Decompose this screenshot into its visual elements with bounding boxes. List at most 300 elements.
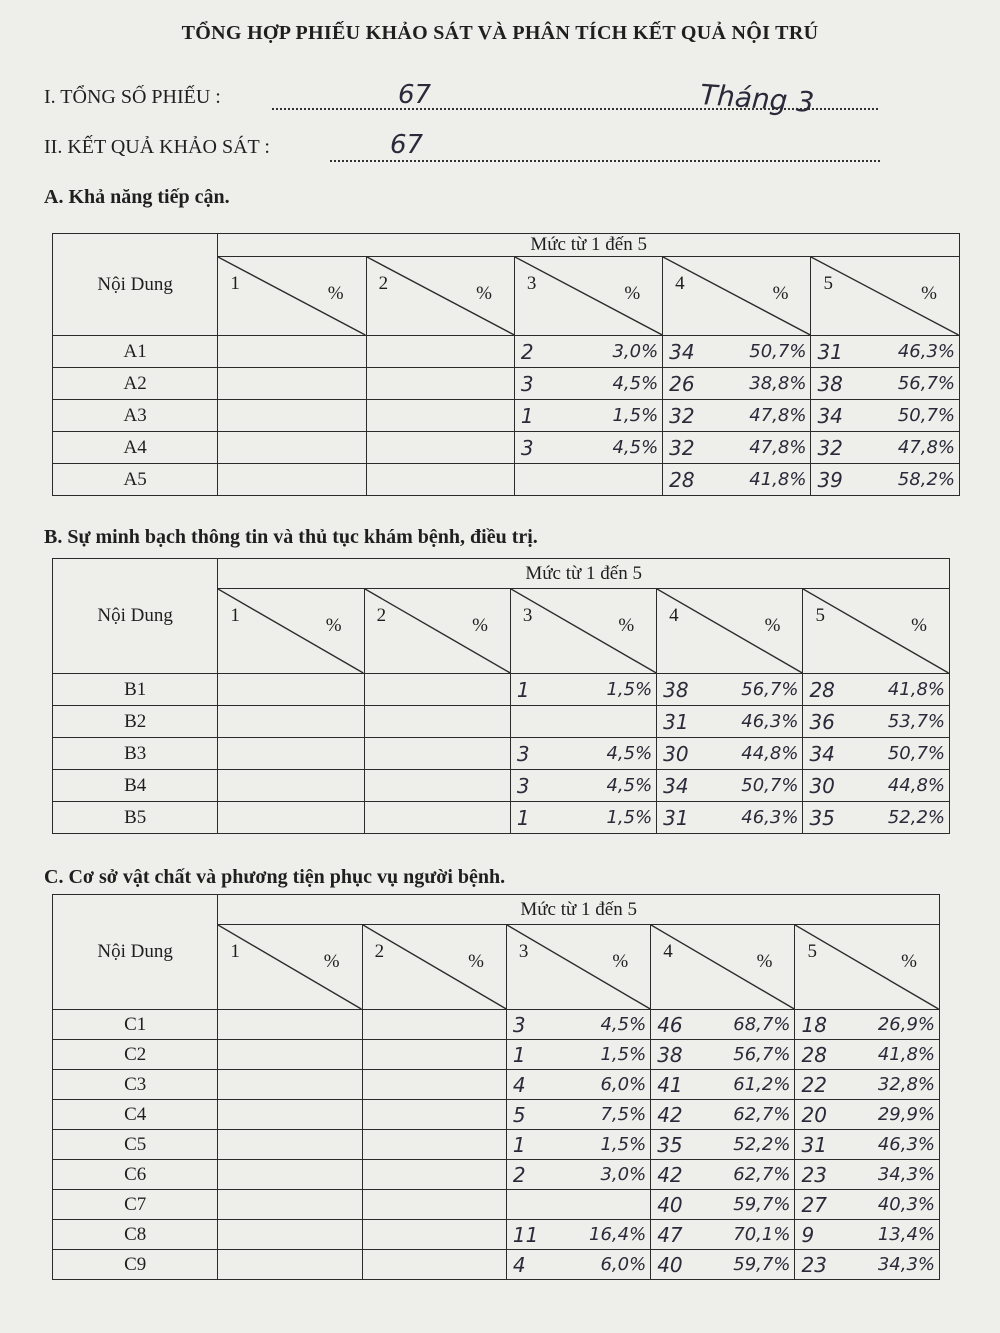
count-cell-level-4: 34 [663, 336, 737, 368]
percent-cell-level-5: 34,3% [867, 1160, 939, 1190]
count-cell-level-3 [514, 464, 588, 496]
table-row [53, 1010, 940, 1040]
count-cell-level-1 [218, 1100, 290, 1130]
percent-cell-level-4: 41,8% [737, 464, 811, 496]
percent-cell-level-2 [440, 368, 514, 400]
percent-cell-level-3: 6,0% [579, 1250, 651, 1280]
count-cell-level-1 [218, 464, 292, 496]
header-row [53, 559, 950, 589]
percent-cell-level-2 [434, 1220, 506, 1250]
count-cell-level-1 [218, 336, 292, 368]
count-cell-level-1 [218, 432, 292, 464]
level-header-1 [218, 257, 366, 336]
page-title: TỔNG HỢP PHIẾU KHẢO SÁT VÀ PHÂN TÍCH KẾT QUẢ NỘI TRÚ [181, 22, 819, 44]
percent-cell-level-3: 16,4% [579, 1220, 651, 1250]
count-cell-level-2 [362, 1190, 434, 1220]
count-cell-level-2 [366, 464, 440, 496]
month-note: Tháng 3 [698, 78, 816, 119]
count-cell-level-5: 34 [803, 738, 876, 770]
percent-cell-level-2 [437, 770, 510, 802]
table-row [53, 432, 960, 464]
count-cell-level-3: 1 [506, 1130, 578, 1160]
count-cell-level-2 [362, 1100, 434, 1130]
percent-symbol: % [624, 283, 641, 304]
level-header-5 [811, 257, 960, 336]
count-cell-level-4: 32 [663, 432, 737, 464]
table-row [53, 706, 950, 738]
table-row [53, 1190, 940, 1220]
level-header-4 [657, 589, 803, 674]
percent-cell-level-3: 6,0% [579, 1070, 651, 1100]
count-cell-level-1 [218, 1160, 290, 1190]
percent-cell-level-5: 40,3% [867, 1190, 939, 1220]
percent-cell-level-1 [290, 1040, 362, 1070]
diagonal-divider [803, 589, 949, 673]
count-cell-level-2 [362, 1070, 434, 1100]
percent-cell-level-2 [437, 674, 510, 706]
percent-cell-level-4: 44,8% [730, 738, 803, 770]
count-cell-level-1 [218, 1010, 290, 1040]
percent-symbol: % [921, 283, 937, 304]
percent-cell-level-5: 13,4% [867, 1220, 939, 1250]
percent-cell-level-4: 68,7% [723, 1010, 795, 1040]
percent-cell-level-5: 34,3% [867, 1250, 939, 1280]
level-header-3 [510, 589, 656, 674]
percent-cell-level-2 [440, 464, 514, 496]
count-cell-level-3: 3 [514, 432, 588, 464]
scale-header: Mức từ 1 đến 5 [218, 234, 960, 257]
table-row [53, 1220, 940, 1250]
percent-cell-level-3: 1,5% [584, 674, 657, 706]
percent-cell-level-3: 4,5% [579, 1010, 651, 1040]
level-header-3 [506, 925, 650, 1010]
table-row [53, 1130, 940, 1160]
percent-cell-level-3: 3,0% [589, 336, 663, 368]
percent-cell-level-1 [290, 1070, 362, 1100]
count-cell-level-4: 40 [651, 1190, 723, 1220]
count-cell-level-2 [362, 1220, 434, 1250]
count-cell-level-1 [218, 1040, 290, 1070]
count-cell-level-2 [366, 432, 440, 464]
row-label: C6 [53, 1160, 218, 1190]
percent-symbol: % [756, 951, 773, 972]
count-cell-level-3: 1 [510, 674, 583, 706]
percent-cell-level-4: 46,3% [730, 706, 803, 738]
percent-cell-level-4: 46,3% [730, 802, 803, 834]
count-cell-level-2 [362, 1160, 434, 1190]
count-cell-level-4: 46 [651, 1010, 723, 1040]
percent-cell-level-4: 59,7% [723, 1250, 795, 1280]
count-cell-level-5: 35 [803, 802, 876, 834]
count-cell-level-2 [366, 400, 440, 432]
percent-cell-level-2 [437, 738, 510, 770]
percent-symbol: % [323, 951, 340, 972]
percent-cell-level-1 [292, 400, 366, 432]
row-label: B2 [53, 706, 218, 738]
percent-symbol: % [618, 615, 635, 636]
percent-cell-level-3 [589, 464, 663, 496]
count-cell-level-4: 40 [651, 1250, 723, 1280]
count-cell-level-3: 5 [506, 1100, 578, 1130]
percent-cell-level-2 [440, 400, 514, 432]
percent-cell-level-5: 32,8% [867, 1070, 939, 1100]
table-row [53, 336, 960, 368]
percent-cell-level-2 [434, 1040, 506, 1070]
count-cell-level-2 [364, 674, 437, 706]
table-row [53, 802, 950, 834]
level-header-4 [651, 925, 795, 1010]
row-label: A4 [53, 432, 218, 464]
count-cell-level-5: 28 [803, 674, 876, 706]
count-cell-level-5: 39 [811, 464, 885, 496]
row-label: C1 [53, 1010, 218, 1040]
content-header: Nội Dung [53, 895, 218, 1010]
count-cell-level-1 [218, 1070, 290, 1100]
percent-cell-level-1 [292, 464, 366, 496]
diagonal-divider [363, 925, 506, 1009]
percent-cell-level-1 [292, 336, 366, 368]
table-row [53, 464, 960, 496]
count-cell-level-5: 32 [811, 432, 885, 464]
scale-header: Mức từ 1 đến 5 [218, 559, 950, 589]
percent-cell-level-1 [292, 368, 366, 400]
percent-cell-level-3: 1,5% [579, 1040, 651, 1070]
level-number: 1 [230, 941, 240, 962]
percent-symbol: % [472, 615, 488, 636]
count-cell-level-3 [510, 706, 583, 738]
percent-cell-level-5: 26,9% [867, 1010, 939, 1040]
percent-cell-level-3: 4,5% [584, 770, 657, 802]
percent-cell-level-5: 29,9% [867, 1100, 939, 1130]
percent-cell-level-1 [291, 674, 364, 706]
count-cell-level-3: 1 [514, 400, 588, 432]
diagonal-divider [511, 589, 656, 673]
percent-cell-level-5: 46,3% [885, 336, 959, 368]
level-header-1 [218, 925, 362, 1010]
percent-cell-level-3: 1,5% [579, 1130, 651, 1160]
percent-cell-level-2 [440, 336, 514, 368]
count-cell-level-3: 1 [506, 1040, 578, 1070]
row-label: C5 [53, 1130, 218, 1160]
level-number: 1 [230, 605, 240, 626]
percent-symbol: % [901, 951, 917, 972]
row-label: C4 [53, 1100, 218, 1130]
percent-cell-level-2 [434, 1160, 506, 1190]
percent-cell-level-5: 50,7% [876, 738, 949, 770]
count-cell-level-3: 3 [510, 738, 583, 770]
table-row [53, 400, 960, 432]
count-cell-level-5: 22 [795, 1070, 867, 1100]
count-cell-level-3: 3 [514, 368, 588, 400]
row-label: A1 [53, 336, 218, 368]
level-header-5 [795, 925, 940, 1010]
percent-cell-level-4: 70,1% [723, 1220, 795, 1250]
count-cell-level-3: 2 [506, 1160, 578, 1190]
table-row [53, 1250, 940, 1280]
level-number: 5 [823, 273, 833, 294]
row-label: A3 [53, 400, 218, 432]
count-cell-level-4: 26 [663, 368, 737, 400]
level-number: 4 [669, 605, 679, 626]
percent-cell-level-4: 47,8% [737, 432, 811, 464]
percent-cell-level-3: 4,5% [589, 368, 663, 400]
count-cell-level-2 [362, 1040, 434, 1070]
percent-cell-level-2 [434, 1070, 506, 1100]
percent-cell-level-1 [290, 1220, 362, 1250]
percent-cell-level-5: 46,3% [867, 1130, 939, 1160]
total-forms-label: I. TỔNG SỐ PHIẾU : [44, 86, 221, 108]
count-cell-level-3: 3 [510, 770, 583, 802]
row-label: C7 [53, 1190, 218, 1220]
percent-cell-level-3: 7,5% [579, 1100, 651, 1130]
percent-cell-level-4: 56,7% [730, 674, 803, 706]
count-cell-level-4: 47 [651, 1220, 723, 1250]
percent-cell-level-3: 3,0% [579, 1160, 651, 1190]
row-label: A5 [53, 464, 218, 496]
percent-cell-level-3: 4,5% [589, 432, 663, 464]
count-cell-level-5: 36 [803, 706, 876, 738]
level-number: 5 [807, 941, 817, 962]
count-cell-level-2 [366, 368, 440, 400]
percent-cell-level-4: 61,2% [723, 1070, 795, 1100]
header-row [53, 895, 940, 925]
percent-cell-level-5: 50,7% [885, 400, 959, 432]
percent-cell-level-5: 56,7% [885, 368, 959, 400]
percent-symbol: % [468, 951, 484, 972]
level-number: 2 [374, 941, 385, 962]
percent-cell-level-2 [434, 1190, 506, 1220]
count-cell-level-4: 31 [657, 706, 730, 738]
count-cell-level-1 [218, 770, 291, 802]
table-row [53, 1070, 940, 1100]
percent-cell-level-2 [437, 802, 510, 834]
section-c-heading: C. Cơ sở vật chất và phương tiện phục vụ người bệnh. [44, 866, 506, 888]
percent-cell-level-2 [440, 432, 514, 464]
row-label: C2 [53, 1040, 218, 1070]
count-cell-level-4: 30 [657, 738, 730, 770]
percent-cell-level-1 [290, 1190, 362, 1220]
count-cell-level-5: 23 [795, 1160, 867, 1190]
table-row [53, 738, 950, 770]
count-cell-level-4: 42 [651, 1100, 723, 1130]
percent-cell-level-5: 41,8% [867, 1040, 939, 1070]
count-cell-level-1 [218, 1130, 290, 1160]
table-row [53, 1100, 940, 1130]
diagonal-divider [651, 925, 794, 1009]
count-cell-level-4: 35 [651, 1130, 723, 1160]
level-header-3 [514, 257, 662, 336]
count-cell-level-3: 11 [506, 1220, 578, 1250]
percent-cell-level-3: 4,5% [584, 738, 657, 770]
diagonal-divider [218, 925, 361, 1009]
level-number: 2 [376, 605, 387, 626]
section-b-table [52, 558, 950, 834]
table-row [53, 368, 960, 400]
percent-cell-level-5: 58,2% [885, 464, 959, 496]
count-cell-level-5: 9 [795, 1220, 867, 1250]
percent-cell-level-1 [292, 432, 366, 464]
section-a-table [52, 233, 960, 496]
percent-cell-level-1 [290, 1250, 362, 1280]
count-cell-level-3 [506, 1190, 578, 1220]
count-cell-level-5: 23 [795, 1250, 867, 1280]
percent-symbol: % [772, 283, 789, 304]
level-number: 4 [663, 941, 673, 962]
diagonal-divider [795, 925, 939, 1009]
table-row [53, 1040, 940, 1070]
percent-cell-level-4: 62,7% [723, 1100, 795, 1130]
count-cell-level-1 [218, 738, 291, 770]
count-cell-level-1 [218, 802, 291, 834]
count-cell-level-2 [364, 802, 437, 834]
percent-cell-level-4: 62,7% [723, 1160, 795, 1190]
count-cell-level-2 [362, 1130, 434, 1160]
count-cell-level-4: 42 [651, 1160, 723, 1190]
count-cell-level-5: 34 [811, 400, 885, 432]
count-cell-level-5: 28 [795, 1040, 867, 1070]
row-label: B1 [53, 674, 218, 706]
percent-symbol: % [911, 615, 927, 636]
percent-cell-level-1 [290, 1160, 362, 1190]
survey-result-dotted-line [330, 160, 880, 162]
scale-header: Mức từ 1 đến 5 [218, 895, 940, 925]
count-cell-level-1 [218, 1220, 290, 1250]
survey-result-value: 67 [390, 130, 424, 160]
percent-symbol: % [325, 615, 342, 636]
percent-cell-level-2 [434, 1010, 506, 1040]
count-cell-level-2 [364, 738, 437, 770]
percent-symbol: % [612, 951, 629, 972]
level-number: 5 [815, 605, 825, 626]
percent-cell-level-3: 1,5% [589, 400, 663, 432]
percent-cell-level-5: 53,7% [876, 706, 949, 738]
count-cell-level-5: 31 [795, 1130, 867, 1160]
count-cell-level-4: 38 [657, 674, 730, 706]
percent-cell-level-2 [434, 1100, 506, 1130]
percent-cell-level-4: 50,7% [737, 336, 811, 368]
level-header-2 [364, 589, 510, 674]
count-cell-level-1 [218, 400, 292, 432]
table-row [53, 674, 950, 706]
count-cell-level-1 [218, 1250, 290, 1280]
row-label: C3 [53, 1070, 218, 1100]
count-cell-level-3: 2 [514, 336, 588, 368]
count-cell-level-3: 4 [506, 1250, 578, 1280]
diagonal-divider [657, 589, 802, 673]
diagonal-divider [365, 589, 510, 673]
percent-cell-level-2 [437, 706, 510, 738]
row-label: B3 [53, 738, 218, 770]
percent-cell-level-4: 38,8% [737, 368, 811, 400]
level-number: 2 [378, 273, 389, 294]
percent-cell-level-4: 59,7% [723, 1190, 795, 1220]
content-header: Nội Dung [53, 559, 218, 674]
percent-symbol: % [327, 283, 344, 304]
percent-cell-level-4: 47,8% [737, 400, 811, 432]
count-cell-level-4: 31 [657, 802, 730, 834]
level-header-2 [366, 257, 514, 336]
count-cell-level-5: 18 [795, 1010, 867, 1040]
percent-cell-level-5: 47,8% [885, 432, 959, 464]
row-label: B4 [53, 770, 218, 802]
percent-cell-level-4: 52,2% [723, 1130, 795, 1160]
count-cell-level-1 [218, 368, 292, 400]
level-header-5 [803, 589, 950, 674]
count-cell-level-2 [366, 336, 440, 368]
count-cell-level-1 [218, 1190, 290, 1220]
count-cell-level-5: 27 [795, 1190, 867, 1220]
percent-cell-level-5: 41,8% [876, 674, 949, 706]
percent-cell-level-1 [290, 1100, 362, 1130]
percent-cell-level-4: 56,7% [723, 1040, 795, 1070]
percent-cell-level-3: 1,5% [584, 802, 657, 834]
count-cell-level-2 [364, 770, 437, 802]
percent-cell-level-4: 50,7% [730, 770, 803, 802]
header-row [53, 234, 960, 257]
diagonal-divider [218, 589, 363, 673]
count-cell-level-2 [362, 1250, 434, 1280]
count-cell-level-2 [362, 1010, 434, 1040]
level-header-4 [663, 257, 811, 336]
count-cell-level-4: 41 [651, 1070, 723, 1100]
row-label: C9 [53, 1250, 218, 1280]
level-number: 4 [675, 273, 685, 294]
percent-cell-level-5: 44,8% [876, 770, 949, 802]
count-cell-level-3: 1 [510, 802, 583, 834]
section-c-table [52, 894, 940, 1280]
percent-cell-level-3 [584, 706, 657, 738]
row-label: A2 [53, 368, 218, 400]
percent-cell-level-1 [290, 1130, 362, 1160]
count-cell-level-1 [218, 674, 291, 706]
level-number: 1 [230, 273, 240, 294]
percent-symbol: % [764, 615, 781, 636]
count-cell-level-5: 20 [795, 1100, 867, 1130]
percent-cell-level-1 [291, 738, 364, 770]
count-cell-level-3: 3 [506, 1010, 578, 1040]
percent-cell-level-2 [434, 1250, 506, 1280]
level-header-1 [218, 589, 364, 674]
level-number: 3 [522, 605, 533, 626]
survey-result-label: II. KẾT QUẢ KHẢO SÁT : [44, 136, 270, 158]
count-cell-level-4: 32 [663, 400, 737, 432]
section-b-heading: B. Sự minh bạch thông tin và thủ tục khám bệnh, điều trị. [44, 526, 538, 548]
percent-cell-level-1 [291, 770, 364, 802]
count-cell-level-5: 30 [803, 770, 876, 802]
level-header-2 [362, 925, 506, 1010]
count-cell-level-4: 34 [657, 770, 730, 802]
count-cell-level-1 [218, 706, 291, 738]
percent-cell-level-2 [434, 1130, 506, 1160]
count-cell-level-5: 31 [811, 336, 885, 368]
row-label: B5 [53, 802, 218, 834]
count-cell-level-4: 28 [663, 464, 737, 496]
count-cell-level-5: 38 [811, 368, 885, 400]
percent-cell-level-1 [290, 1010, 362, 1040]
level-number: 3 [526, 273, 537, 294]
level-number: 3 [518, 941, 529, 962]
diagonal-divider [507, 925, 650, 1009]
percent-cell-level-1 [291, 802, 364, 834]
table-row [53, 770, 950, 802]
total-forms-value: 67 [398, 80, 432, 110]
section-a-heading: A. Khả năng tiếp cận. [44, 186, 230, 208]
content-header: Nội Dung [53, 234, 218, 336]
percent-symbol: % [476, 283, 492, 304]
count-cell-level-4: 38 [651, 1040, 723, 1070]
table-row [53, 1160, 940, 1190]
count-cell-level-2 [364, 706, 437, 738]
